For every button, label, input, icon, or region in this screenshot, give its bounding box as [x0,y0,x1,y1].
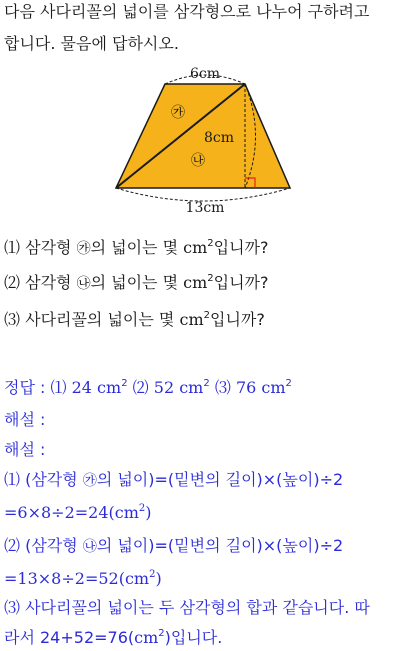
step-number: ⑵ [4,536,21,555]
answer-value: 24 [71,378,92,397]
problem-intro-line1: 다음 사다리꼴의 넓이를 삼각형으로 나누어 구하려고 [4,2,370,21]
question-3 [4,310,265,330]
step-expression: ) [145,503,152,522]
answer-label: 정답 : [4,378,51,397]
question-number: ⑵ [4,273,21,292]
step-number: ⑶ [4,598,21,617]
explanation-step-2-line1 [4,536,343,557]
exponent: 2 [158,628,165,639]
step-text: )입니다. [164,628,223,647]
question-text: 의 넓이는 몇 [90,273,184,292]
step-text: (삼각형 [25,470,83,489]
question-text: 삼각형 [25,238,77,257]
unit: cm [261,378,286,397]
region-a-mark: ㉮ [82,473,97,489]
step-number: ⑴ [4,470,21,489]
question-number: ⑴ [4,238,21,257]
step-text: 사다리꼴의 넓이는 두 삼각형의 합과 같습니다. 따 [20,598,370,617]
unit: cm [114,503,139,522]
answer-line [4,378,292,398]
step-text: 의 넓이)=(밑변의 길이)×(높이)÷2 [96,470,344,489]
region-b-mark: ㉯ [82,539,97,555]
answer-number: ⑶ [214,378,231,397]
bottom-length-label: 13cm [185,200,225,216]
step-text: 라서 24+52=76( [4,628,135,647]
unit: cm [124,569,150,588]
explanation-step-1-line1 [4,470,343,491]
question-1 [4,238,269,259]
question-text: 의 넓이는 몇 [90,238,184,257]
question-tail: 입니까? [210,310,265,329]
explanation-step-2-line2 [4,569,162,589]
exponent: 2 [207,273,214,284]
exponent: 2 [121,378,128,389]
step-expression: =13×8÷2=52( [4,569,125,588]
step-text: (삼각형 [25,536,83,555]
explanation-label-2: 해설 : [4,440,46,459]
exponent: 2 [138,503,146,514]
exponent: 2 [203,378,210,389]
question-tail: 입니까? [213,238,269,257]
unit: cm [97,378,122,397]
question-text: 삼각형 [25,273,77,292]
step-text: 의 넓이)=(밑변의 길이)×(높이)÷2 [96,536,344,555]
region-a-label: ㉮ [171,105,185,121]
step-expression: =6×8÷2=24( [4,503,115,522]
problem-intro-line2: 합니다. 물음에 답하시오. [4,34,179,53]
explanation-label-1: 해설 : [4,410,46,429]
exponent: 2 [207,238,214,249]
trapezoid-figure [110,62,310,222]
question-text: 사다리꼴의 넓이는 몇 [25,310,180,329]
question-number: ⑶ [4,310,21,329]
unit: cm [183,238,208,257]
exponent: 2 [285,378,292,389]
exponent: 2 [149,569,156,580]
explanation-step-1-line2 [4,503,152,523]
top-length-label: 6cm [189,66,221,82]
height-label: 8cm [203,130,235,146]
region-b-label: ㉯ [191,153,205,169]
answer-number: ⑵ [132,378,149,397]
answer-value: 52 [153,378,175,397]
question-tail: 입니까? [213,273,269,292]
exponent: 2 [203,310,210,321]
unit: cm [179,310,204,329]
region-b-mark: ㉯ [76,276,91,292]
explanation-step-3-line2 [4,628,222,648]
region-a-mark: ㉮ [76,241,91,257]
answer-number: ⑴ [50,378,67,397]
step-expression: ) [155,569,162,588]
unit: cm [179,378,204,397]
explanation-step-3-line1 [4,598,370,618]
question-2 [4,273,269,294]
unit: cm [134,628,159,647]
unit: cm [183,273,208,292]
answer-value: 76 [235,378,257,397]
